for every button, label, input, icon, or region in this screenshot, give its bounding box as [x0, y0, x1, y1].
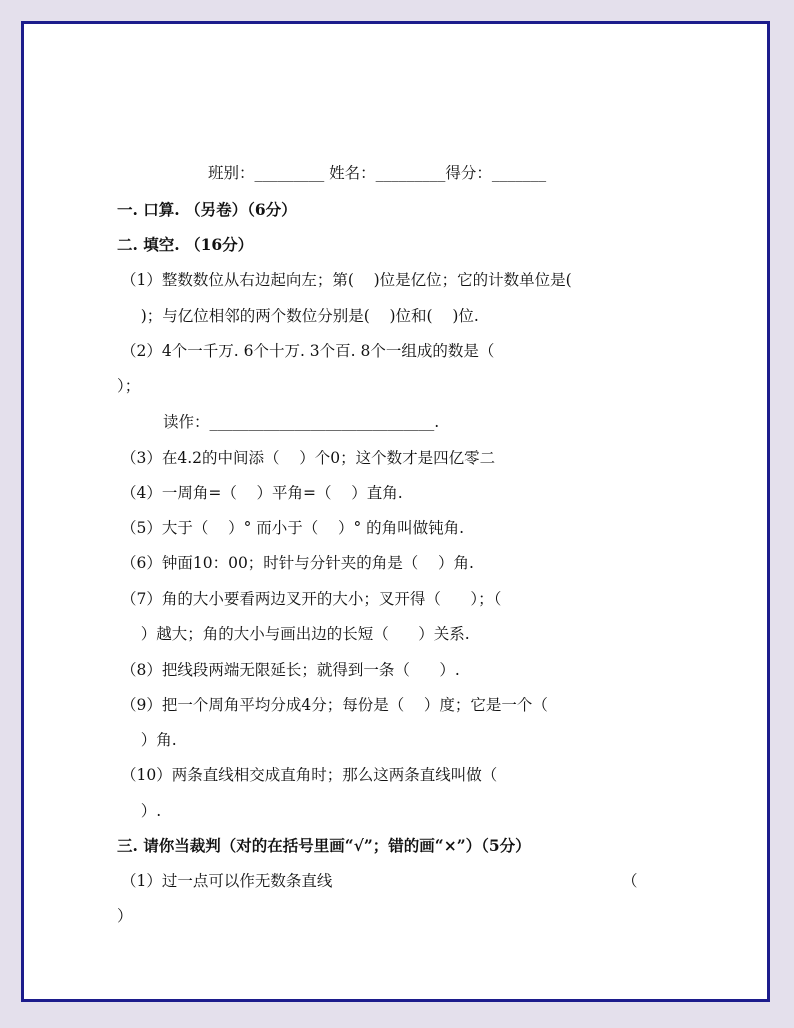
question-2-line-2: ）； [117, 377, 141, 395]
question-3: （3）在4.2的中间添（ ）个0；这个数才是四亿零二 [121, 449, 496, 467]
question-10-line-1: （10）两条直线相交成直角时；那么这两条直线叫做（ [121, 766, 498, 784]
question-8: （8）把线段两端无限延长；就得到一条（ ）. [121, 661, 460, 679]
question-5: （5）大于（ ）° 而小于（ ）° 的角叫做钝角. [121, 519, 465, 537]
question-9-line-2: ）角. [121, 731, 177, 749]
student-info-header: 班别：_________ 姓名：_________得分：_______ [208, 164, 547, 182]
question-2-reading-line: 读作：_____________________________. [163, 413, 440, 431]
section-3-title: 三. 请你当裁判（对的在括号里画“√”；错的画“×”）（5分） [117, 836, 531, 855]
question-4: （4）一周角=（ ）平角=（ ）直角. [121, 484, 403, 502]
question-7-line-1: （7）角的大小要看两边叉开的大小；叉开得（ ）；（ [121, 590, 502, 608]
question-6: （6）钟面10：00；时针与分针夹的角是（ ）角. [121, 554, 474, 572]
question-10-line-2: ）. [121, 802, 162, 820]
question-1-line-2: )；与亿位相邻的两个数位分别是( )位和( )位. [121, 307, 479, 325]
judge-question-1-bracket-open: （ [622, 872, 638, 890]
question-2-line-1: （2）4个一千万. 6个十万. 3个百. 8个一组成的数是（ [121, 342, 495, 360]
section-2-title: 二. 填空. （16分） [117, 235, 254, 254]
question-1-line-1: （1）整数数位从右边起向左；第( )位是亿位；它的计数单位是( [121, 271, 572, 289]
section-1-title: 一. 口算. （另卷）（6分） [117, 200, 297, 219]
judge-question-1: （1）过一点可以作无数条直线 [121, 872, 333, 890]
question-9-line-1: （9）把一个周角平均分成4分；每份是（ ）度；它是一个（ [121, 696, 548, 714]
judge-question-1-bracket-close: ） [117, 907, 133, 925]
question-7-line-2: ）越大；角的大小与画出边的长短（ ）关系. [121, 625, 470, 643]
